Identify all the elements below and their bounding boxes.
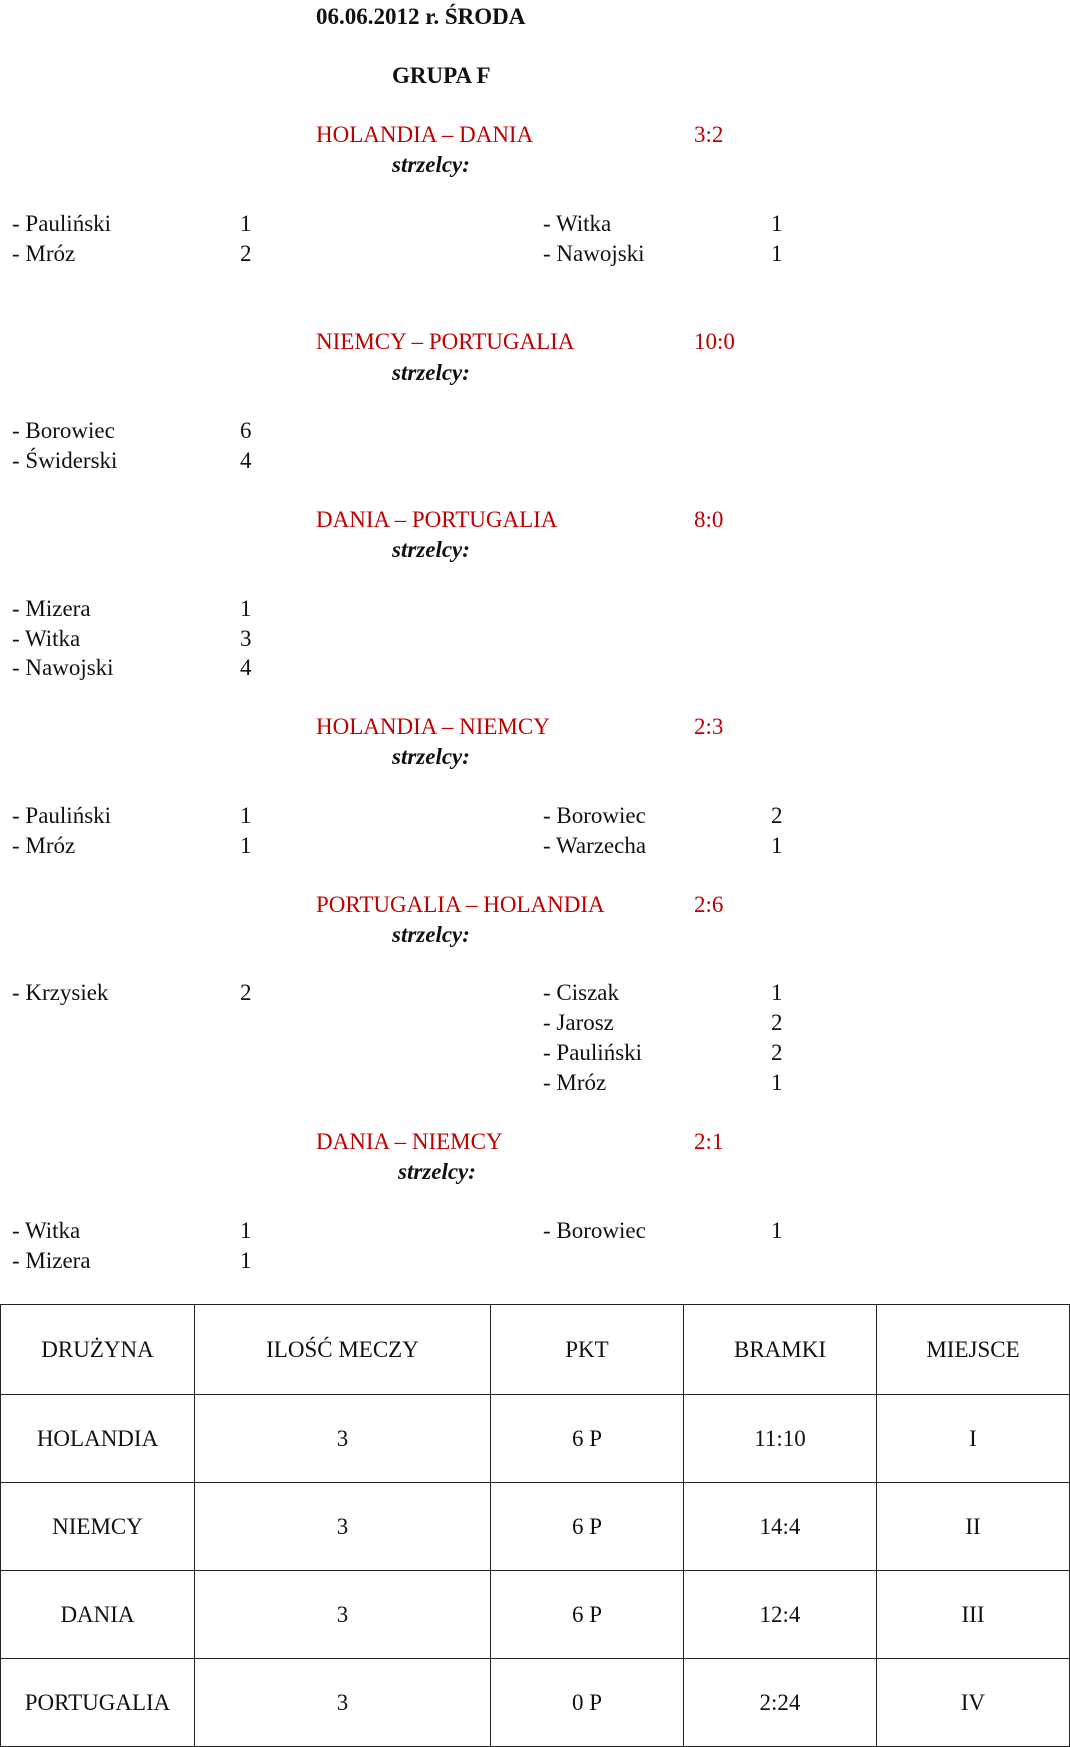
- match-score: 10:0: [694, 329, 735, 354]
- scorer-name: - Witka: [12, 626, 81, 651]
- scorer-goals: 2: [240, 980, 252, 1005]
- scorer-name: - Pauliński: [543, 1040, 643, 1065]
- scorer-goals: 1: [240, 596, 252, 621]
- goals-cell: 12:4: [684, 1571, 877, 1659]
- match-teams: PORTUGALIA – HOLANDIA: [316, 892, 605, 917]
- table-header-row: [1, 1305, 1070, 1395]
- team-cell: PORTUGALIA: [1, 1659, 195, 1747]
- scorer-goals: 2: [771, 803, 783, 828]
- scorer-name: - Ciszak: [543, 980, 620, 1005]
- scorer-name: - Nawojski: [543, 241, 645, 266]
- match-score: 2:3: [694, 714, 724, 739]
- scorer-goals: 1: [771, 241, 783, 266]
- table-row: [1, 1483, 1070, 1571]
- scorer-name: - Mróz: [543, 1070, 607, 1095]
- scorer-name: - Warzecha: [543, 833, 647, 858]
- scorer-goals: 1: [771, 1070, 783, 1095]
- matches-cell: 3: [195, 1483, 491, 1571]
- scorer-name: - Pauliński: [12, 211, 112, 236]
- match-score: 3:2: [694, 122, 724, 147]
- matches-cell: 3: [195, 1571, 491, 1659]
- points-cell: 0 P: [491, 1659, 684, 1747]
- points-cell: 6 P: [491, 1483, 684, 1571]
- scorers-label: strzelcy:: [392, 537, 470, 562]
- scorer-goals: 6: [240, 418, 252, 443]
- page-date-title: 06.06.2012 r. ŚRODA: [316, 4, 526, 29]
- match-teams: NIEMCY – PORTUGALIA: [316, 329, 575, 354]
- header-cell-points: PKT: [491, 1305, 684, 1395]
- goals-cell: 11:10: [684, 1395, 877, 1483]
- scorer-goals: 1: [240, 803, 252, 828]
- place-cell: III: [877, 1571, 1070, 1659]
- scorers-label: strzelcy:: [392, 360, 470, 385]
- standings-table: [0, 1304, 1070, 1747]
- scorer-goals: 3: [240, 626, 252, 651]
- scorers-label: strzelcy:: [392, 152, 470, 177]
- header-cell-team: DRUŻYNA: [1, 1305, 195, 1395]
- place-cell: II: [877, 1483, 1070, 1571]
- match-score: 8:0: [694, 507, 724, 532]
- header-cell-place: MIEJSCE: [877, 1305, 1070, 1395]
- table-row: [1, 1659, 1070, 1747]
- place-cell: IV: [877, 1659, 1070, 1747]
- place-cell: I: [877, 1395, 1070, 1483]
- scorer-goals: 4: [240, 448, 252, 473]
- scorer-goals: 1: [771, 1218, 783, 1243]
- header-cell-goals: BRAMKI: [684, 1305, 877, 1395]
- scorer-name: - Mróz: [12, 833, 76, 858]
- table-row: [1, 1571, 1070, 1659]
- scorer-name: - Pauliński: [12, 803, 112, 828]
- match-score: 2:6: [694, 892, 724, 917]
- points-cell: 6 P: [491, 1395, 684, 1483]
- scorer-goals: 1: [240, 211, 252, 236]
- team-cell: NIEMCY: [1, 1483, 195, 1571]
- scorer-name: - Nawojski: [12, 655, 114, 680]
- matches-cell: 3: [195, 1659, 491, 1747]
- scorer-name: - Mizera: [12, 596, 91, 621]
- scorers-label: strzelcy:: [392, 744, 470, 769]
- match-teams: HOLANDIA – NIEMCY: [316, 714, 550, 739]
- scorers-label: strzelcy:: [398, 1159, 476, 1184]
- scorer-name: - Mizera: [12, 1248, 91, 1273]
- scorer-goals: 4: [240, 655, 252, 680]
- goals-cell: 14:4: [684, 1483, 877, 1571]
- scorer-name: - Mróz: [12, 241, 76, 266]
- scorer-name: - Świderski: [12, 448, 118, 473]
- table-row: [1, 1395, 1070, 1483]
- group-title: GRUPA F: [392, 63, 491, 88]
- scorer-goals: 2: [240, 241, 252, 266]
- scorer-name: - Jarosz: [543, 1010, 614, 1035]
- scorer-name: - Borowiec: [543, 803, 646, 828]
- matches-cell: 3: [195, 1395, 491, 1483]
- scorer-name: - Witka: [543, 211, 612, 236]
- points-cell: 6 P: [491, 1571, 684, 1659]
- scorer-goals: 2: [771, 1010, 783, 1035]
- scorer-goals: 1: [771, 980, 783, 1005]
- scorer-goals: 2: [771, 1040, 783, 1065]
- match-teams: DANIA – PORTUGALIA: [316, 507, 558, 532]
- header-cell-matches: ILOŚĆ MECZY: [195, 1305, 491, 1395]
- scorers-label: strzelcy:: [392, 922, 470, 947]
- match-teams: HOLANDIA – DANIA: [316, 122, 534, 147]
- team-cell: HOLANDIA: [1, 1395, 195, 1483]
- goals-cell: 2:24: [684, 1659, 877, 1747]
- scorer-goals: 1: [771, 211, 783, 236]
- scorer-goals: 1: [771, 833, 783, 858]
- match-score: 2:1: [694, 1129, 724, 1154]
- team-cell: DANIA: [1, 1571, 195, 1659]
- scorer-name: - Borowiec: [12, 418, 115, 443]
- scorer-goals: 1: [240, 1248, 252, 1273]
- scorer-goals: 1: [240, 833, 252, 858]
- scorer-name: - Witka: [12, 1218, 81, 1243]
- scorer-name: - Borowiec: [543, 1218, 646, 1243]
- scorer-name: - Krzysiek: [12, 980, 109, 1005]
- match-teams: DANIA – NIEMCY: [316, 1129, 503, 1154]
- scorer-goals: 1: [240, 1218, 252, 1243]
